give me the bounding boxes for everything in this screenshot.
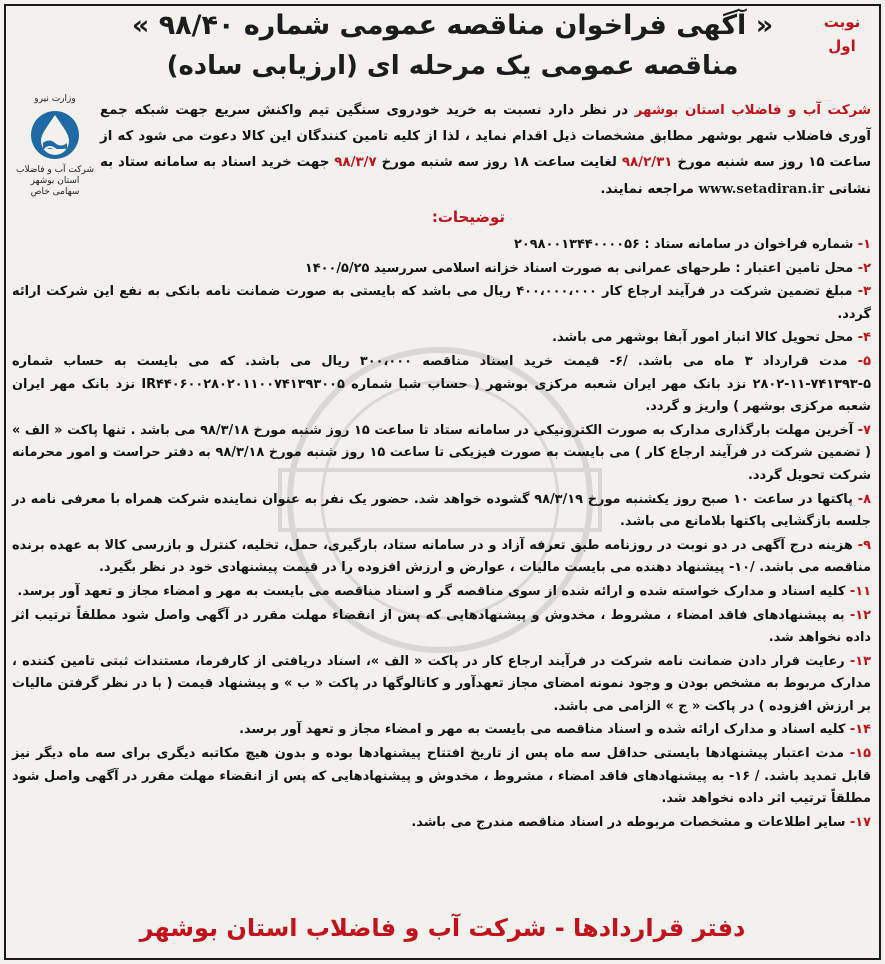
start-date: ۹۸/۲/۳۱ [621,155,673,170]
item-number: ۱۵- [849,746,871,762]
item-number: ۷- [857,422,872,438]
logo-line-3: سهامی خاص [30,187,80,197]
list-item [12,812,871,835]
company-logo [10,94,100,198]
footer-signature: دفتر قراردادها - شرکت آب و فاضلاب استان بوشهر [139,914,746,942]
item-number: ۱- [857,237,871,252]
item-text: پاکتها در ساعت ۱۰ صبح روز یکشنبه مورخ ۹۸/۳/۱۹ گشوده خواهد شد. حضور یک نفر به عنوان نماینده شرکت همراه با معرفی نامه در جلسه بازگشایی پاکتها بلامانع می باشد. [12,491,871,530]
item-text: آخرین مهلت بارگذاری مدارک به صورت الکترونیکی در سامانه ستاد تا ساعت ۱۵ روز شنبه مورخ ۹۸/۳/۱۸ می باشد . تنها پاکت « الف » ( تضمین شرکت در فرآیند ارجاع کار ) می بایست به صورت فیزیکی تا ساعت ۱۵ روز شنبه مورخ ۹۸/۳/۱۸ به دفتر حراست و امور محرمانه شرکت تحویل گردد. [12,422,872,483]
list-item [12,651,871,719]
item-text: به پیشنهادهای فاقد امضاء ، مشروط ، مخدوش و پیشنهادهایی که پس از انقضاء مهلت مقرر در آگهی واصل شود مطلقاً ترتیب اثر داده نخواهد شد. [12,607,871,646]
item-number: ۴- [857,330,871,346]
item-text: محل تامین اعتبار : طرحهای عمرانی به صورت اسناد خزانه اسلامی سررسید ۱۴۰۰/۵/۲۵ [304,260,854,276]
item-number: ۱۳- [849,653,871,669]
intro-text-2: لغایت ساعت ۱۸ روز سه شنبه مورخ [376,155,622,170]
list-item [12,719,871,742]
title-line-1: « آگهی فراخوان مناقصه عمومی شماره ۹۸/۴۰ » [131,10,774,41]
item-number: ۱۱- [849,583,871,599]
notes-heading: توضیحات: [431,208,505,226]
item-number: ۸- [857,491,871,507]
item-text: محل تحویل کالا انبار امور آبفا بوشهر می باشد. [552,330,854,346]
intro-text-1: در نظر دارد نسبت به خرید خودروی سنگین تیم واکنش سریع جهت شبکه جمع آوری فاضلاب شهر بوشهر مطابق مشخصات ذیل اقدام نماید ، لذا از کلیه تامین کنندگان این کالا دعوت می شود که از ساعت ۱۵ روز سه شنبه مورخ [100,103,871,170]
list-item [12,281,871,326]
item-number: ۲- [857,260,871,276]
list-item [12,327,871,350]
notice-title [120,6,785,86]
item-text: سایر اطلاعات و مشخصات مربوطه در اسناد مناقصه مندرج می باشد. [411,814,846,830]
item-number: ۳- [857,284,871,300]
end-date: ۹۸/۳/۷ [334,155,377,170]
item-text: مبلغ تضمین شرکت در فرآیند ارجاع کار ۴۰۰،۰۰۰،۰۰۰ ریال می باشد که بایستی به صورت ضمانت نامه بانکی به نفع این شرکت ارائه گردد. [12,284,871,322]
list-item [12,581,871,604]
title-line-2: مناقصه عمومی یک مرحله ای (ارزیابی ساده) [166,51,739,81]
company-name: شرکت آب و فاضلاب استان بوشهر [634,103,871,118]
list-item [12,420,871,488]
item-text: مدت قرارداد ۳ ماه می باشد. /۶- قیمت خرید اسناد مناقصه ۳۰۰،۰۰۰ ریال می باشد. که می بایست به حساب شماره ۵-۷۴۱۳۹۳-۱۱-۲۸۰۲ نزد بانک مهر ایران شعبه مرکزی بوشهر ( حساب شبا شماره IR۴۴۰۶۰۰۲۸۰۲۰۱۱۰۰۷۴۱۳۹۳۰۰۵ نزد بانک مهر ایران شعبه مرکزی بوشهر ) واریز و گردد. [12,353,871,415]
logo-line-1: شرکت آب و فاضلاب [15,165,95,175]
item-text: کلیه اسناد و مدارک خواسته شده و ارائه شده از سوی مناقصه گر و اسناد مناقصه می بایست به مهر و امضاء مجاز و تعهد آور برسد. [17,583,846,599]
item-number: ۱۲- [849,607,871,623]
intro-text-4: مراجعه نمایند. [600,182,699,197]
item-number: ۱۷- [849,814,871,830]
intro-paragraph [100,98,871,203]
list-item [12,535,871,580]
item-text: شماره فراخوان در سامانه ستاد : ۲۰۹۸۰۰۱۳۴۴۰۰۰۰۵۶ [514,237,854,252]
intro-text-3: جهت خرید اسناد به سامانه ستاد به نشانی [100,155,871,197]
logo-line-2: استان بوشهر [30,176,80,186]
list-item [12,489,871,534]
edition-badge: نوبت اول [823,13,861,55]
item-text: کلیه اسناد و مدارک ارائه شده و اسناد مناقصه می بایست به مهر و امضاء مجاز و تعهد آور برسد. [239,722,846,738]
item-number: ۱۴- [849,722,871,738]
list-item [12,258,871,281]
list-item [12,234,871,257]
list-item [12,605,871,650]
notes-list [12,234,871,835]
item-text: مدت اعتبار پیشنهادها بایستی حداقل سه ماه پس از تاریخ افتتاح پیشنهادها بوده و بدون هیچ مکاتبه دیگری برای سه ماه دیگر نیز قابل تمدید باشد. / ۱۶- به پیشنهادهای فاقد امضاء ، مشروط ، مخدوش و پیشنهادهایی که پس از انقضاء مهلت مقرر در آگهی واصل شود مطلقاً ترتیب اثر داده نخواهد شد. [12,746,872,807]
item-text: رعایت قرار دادن ضمانت نامه شرکت در فرآیند ارجاع کار در پاکت « الف »، اسناد دریافتی از کارفرما، مستندات ثبتی تامین کننده ، مدارک مربوط به مشخص بودن و وجود نمونه امضای مجاز تعهدآور و کاتالوگها در پاکت « ب » و پیشنهاد قیمت ( با در نظر گرفتن مالیات بر ارزش افزوده ) در پاکت « ج » الزامی می باشد. [12,653,871,714]
item-number: ۵- [857,353,871,369]
list-item [12,351,871,419]
logo-ministry: وزارت نیرو [34,94,76,104]
portal-link[interactable]: www.setadiran.ir [698,181,825,197]
list-item [12,743,871,811]
item-text: هزینه درج آگهی در دو نوبت در روزنامه طبق تعرفه آزاد و در سامانه ستاد، بارگیری، حمل، تخلیه، کنترل و بازرسی کالا به عهده برنده مناقصه می باشد. /۱۰- پیشنهاد دهنده می بایست مالیات ، عوارض و ارزش افزوده را در قیمت پیشنهادی خود در نظر بگیرد. [12,537,871,576]
item-number: ۹- [857,537,871,553]
water-drop-logo-icon [29,109,81,161]
